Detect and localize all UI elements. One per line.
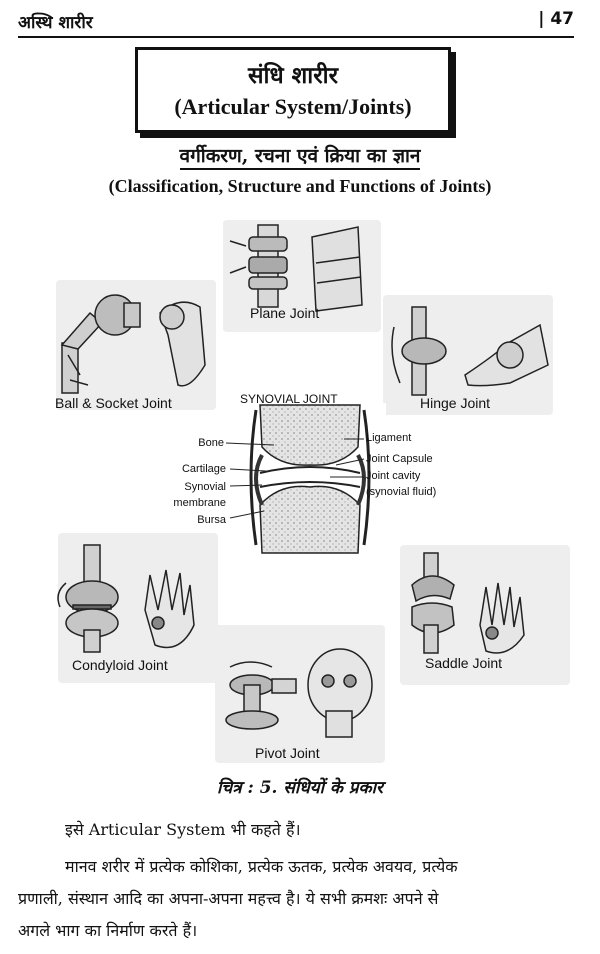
label-joint-cavity-line2: (synovial fluid) [366,486,437,498]
section-heading-hindi [0,142,600,168]
label-plane-joint: Plane Joint [250,305,320,321]
joints-illustration [40,215,580,767]
chapter-title-box [135,47,451,133]
chapter-title-hindi: संधि शारीर [247,62,339,89]
paragraph-1: इसे Articular System भी कहते हैं। [65,820,301,839]
synovial-joint-drawing [226,403,386,553]
running-header [18,8,574,36]
label-pivot-joint: Pivot Joint [255,745,320,761]
label-synovial-line1: Synovial [184,481,226,493]
figure-caption: चित्र : 5. संधियों के प्रकार [217,778,383,798]
label-condyloid-joint: Condyloid Joint [72,657,168,673]
page-number: | 47 [538,9,574,29]
label-joint-capsule: Joint Capsule [366,453,433,465]
label-synovial-line2: membrane [173,497,226,509]
paragraph-2-line-2: प्रणाली, संस्थान आदि का अपना-अपना महत्त्व है। ये सभी क्रमशः अपने से [18,889,439,908]
section-heading-hindi-text: वर्गीकरण, रचना एवं क्रिया का ज्ञान [180,145,421,170]
label-cartilage: Cartilage [181,463,226,475]
paragraph-2-line-3: अगले भाग का निर्माण करते हैं। [18,921,198,940]
joints-figure [40,215,580,767]
running-title: अस्थि शारीर [18,13,93,33]
synovial-title: SYNOVIAL JOINT [240,392,338,406]
label-bursa: Bursa [197,514,226,526]
section-heading-english: (Classification, Structure and Functions of Joints) [108,176,492,196]
label-ball-socket-joint: Ball & Socket Joint [55,395,172,411]
paragraph-2-line-1: मानव शरीर में प्रत्येक कोशिका, प्रत्येक ऊतक, प्रत्येक अवयव, प्रत्येक [65,857,458,876]
header-rule [18,36,574,38]
label-saddle-joint: Saddle Joint [425,655,503,671]
label-ligament: Ligament [366,432,412,444]
label-joint-cavity-line1: Joint cavity [366,470,421,482]
label-bone: Bone [198,437,224,449]
chapter-title-english: (Articular System/Joints) [174,94,412,119]
label-hinge-joint: Hinge Joint [420,395,491,411]
